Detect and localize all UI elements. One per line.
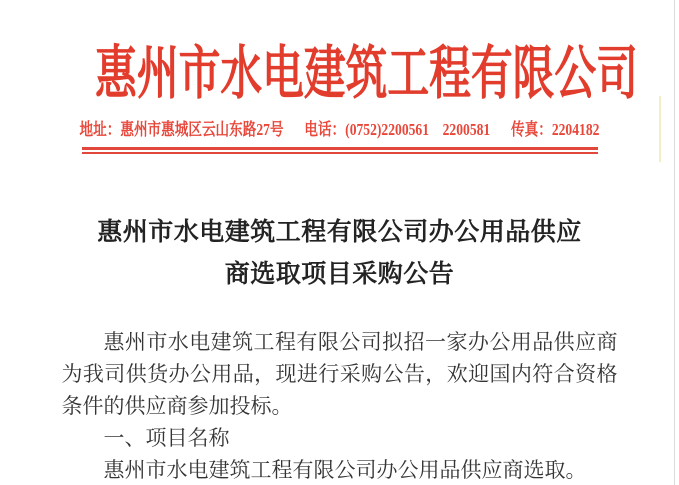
scan-streak-artifact: [659, 96, 661, 162]
letterhead-phone: 电话：(0752)2200561 2200581: [304, 120, 491, 139]
letterhead-address: 地址：惠州市惠城区云山东路27号: [79, 120, 284, 139]
document-title: [0, 212, 679, 296]
letterhead-divider: [82, 147, 598, 154]
divider-thin-line: [82, 152, 598, 154]
intro-paragraph: 惠州市水电建筑工程有限公司拟招一家办公用品供应商为我司供货办公用品，现进行采购公告，欢迎国内符合资格条件的供应商参加投标。: [61, 330, 618, 418]
scan-edge-artifact: [674, 0, 675, 485]
letterhead-fax: 传真：2204182: [511, 120, 600, 139]
divider-thick-line: [82, 147, 598, 150]
letterhead: [0, 42, 679, 154]
section-1-text: 惠州市水电建筑工程有限公司办公用品供应商选取。: [103, 458, 587, 482]
letterhead-contact-line: [68, 120, 611, 140]
document-body: [62, 326, 618, 485]
document-title-line-2: 商选取项目采购公告: [224, 261, 455, 288]
company-name: 惠州市水电建筑工程有限公司: [95, 41, 638, 106]
document-title-line-1: 惠州市水电建筑工程有限公司办公用品供应: [97, 219, 582, 246]
section-1-heading: 一、项目名称: [103, 426, 230, 450]
